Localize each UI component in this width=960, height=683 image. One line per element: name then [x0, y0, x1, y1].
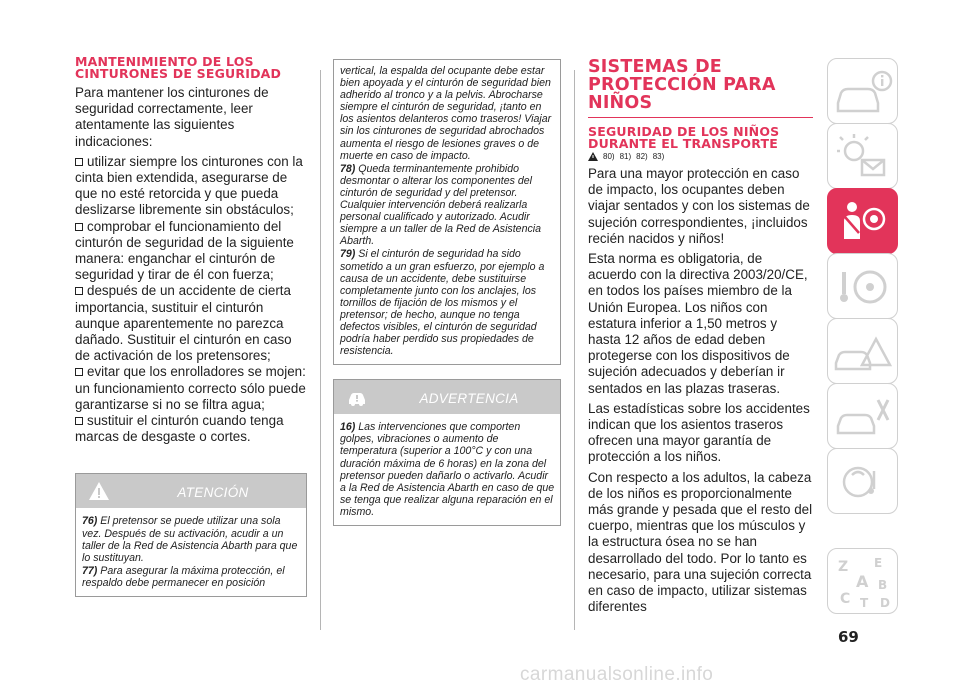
section-heading: SEGURIDAD DE LOS NIÑOS DURANTE EL TRANSPORTE — [588, 124, 780, 151]
ref-label: 81) — [619, 152, 632, 161]
tab-maintenance[interactable] — [827, 383, 898, 449]
tab-vehicle-info[interactable] — [827, 58, 898, 124]
ref-label: 82) — [636, 152, 648, 161]
section-heading: MANTENIMIENTO DE LOS CINTURONES DE SEGURIDAD — [75, 54, 282, 81]
index-letter: E — [874, 556, 883, 570]
caution-title: ATENCIÓN — [177, 485, 249, 501]
column-divider — [320, 70, 321, 630]
maintenance-tools-icon — [828, 384, 899, 450]
paragraph: Esta norma es obligatoria, de acuerdo con la directiva 2003/20/CE, en todos los países miembro de la Unión Europea. Los niños con estatura inferior a 1,50 metros y hasta 12 años de edad deben protegerse con los dispositivos de sujeción adecuados y deberían ir sentados en las plazas traseras. — [588, 251, 808, 396]
index-letter: C — [840, 591, 851, 607]
tab-multimedia[interactable] — [827, 448, 898, 514]
car-info-icon — [828, 59, 899, 125]
warning-header — [334, 380, 560, 414]
note-item: 77) Para asegurar la máxima protección, el respaldo debe permanecer en posición — [82, 564, 285, 589]
caution-continuation-box — [333, 59, 561, 365]
tab-starting-driving[interactable] — [827, 253, 898, 319]
tab-dashboard[interactable] — [827, 123, 898, 189]
index-letter: A — [856, 572, 869, 591]
checkbox-bullet-icon — [75, 287, 83, 295]
warning-body — [334, 414, 560, 525]
index-letter: B — [878, 578, 888, 592]
intro-paragraph: Para mantener los cinturones de seguridad correctamente, leer atentamente las siguientes indicaciones: — [75, 85, 269, 149]
note-item: 76) El pretensor se puede utilizar una sola vez. Después de su activación, acudir a un taller de la Red de Asistencia Abarth para que lo sustituyan. — [82, 515, 298, 564]
seatbelt-airbag-icon — [828, 189, 899, 255]
note-item: 16) Las intervenciones que comporten golpes, vibraciones o aumento de temperatura (superior a 100°C y con una duración máxima de 6 horas) en la zona del pretensor pueden dañarlo o activarlo. Acudir a la Red de Asistencia Abarth en caso de que se tenga que realizar alguna reparación en el mismo. — [340, 421, 555, 518]
list-item: comprobar el funcionamiento del cinturón de seguridad de la siguiente manera: enganchar el cinturón de seguridad y tirar de él con fuerza; — [75, 218, 294, 283]
chapter-heading: SISTEMAS DE PROTECCIÓN PARA NIÑOS — [588, 57, 776, 113]
ref-label: 83) — [652, 152, 665, 161]
column-left — [75, 56, 307, 597]
tab-index[interactable] — [827, 548, 898, 614]
checkbox-bullet-icon — [75, 417, 83, 425]
checkbox-bullet-icon — [75, 368, 83, 376]
note-references — [588, 152, 813, 161]
list-item: utilizar siempre los cinturones con la cinta bien extendida, asegurarse de que no esté retorcida y que pueda deslizarse libremente sin obstáculos; — [75, 153, 303, 218]
checkbox-bullet-icon — [75, 158, 83, 166]
column-middle — [333, 59, 561, 526]
ref-label: 80) — [603, 152, 615, 161]
index-letter: D — [880, 596, 890, 610]
breakdown-warning-icon — [828, 319, 899, 385]
index-letter: Z — [838, 559, 849, 575]
dashboard-lights-icon — [828, 124, 899, 190]
checkbox-bullet-icon — [75, 223, 83, 231]
tab-safety[interactable] — [827, 188, 898, 254]
continuation-text: vertical, la espalda del ocupante debe estar bien apoyada y el cinturón de seguridad bien adherido al tronco y a la pelvis. Abrocharse siempre el cinturón de seguridad, ¡tanto en los asientos delanteros como traseros! Viajar sin los cinturones de seguridad abrochados aumenta el riesgo de lesiones graves o de muerte en caso de impacto. — [340, 65, 552, 162]
note-item: 78) Queda terminantemente prohibido desmontar o alterar los componentes del cinturón de seguridad y del pretensor. Cualquier intervención deberá realizarla personal cualificado y autorizado. Acudir siempre a un taller de la Red de Asistencia Abarth. — [340, 162, 541, 248]
paragraph: Con respecto a los adultos, la cabeza de los niños es proporcionalmente más grande y pesada que el resto del cuerpo, mientras que los músculos y la estructura ósea no se han desarrollado del todo. Por lo tanto es necesario, para una sujeción correcta en caso de impacto, utilizar sistemas diferentes — [588, 469, 813, 615]
paragraph: Para una mayor protección en caso de impacto, los ocupantes deben viajar sentados y con los sistemas de sujeción correspondientes, ¡incluidos recién nacidos y niños! — [588, 166, 810, 246]
list-item: sustituir el cinturón cuando tenga marcas de desgaste o cortes. — [75, 413, 284, 445]
paragraph: Las estadísticas sobre los accidentes indican que los asientos traseros ofrecen una mayor garantía de protección a los niños. — [588, 400, 810, 465]
page-number: 69 — [838, 628, 859, 646]
tab-emergency[interactable] — [827, 318, 898, 384]
list-item: evitar que los enrolladores se mojen: un funcionamiento correcto sólo puede garantizarse si no se filtra agua; — [75, 364, 306, 412]
warning-title: ADVERTENCIA — [419, 391, 519, 407]
column-divider — [574, 70, 575, 630]
bullet-list — [75, 154, 307, 446]
index-letter: T — [860, 596, 869, 610]
caution-box — [75, 473, 307, 597]
warning-triangle-icon — [588, 152, 598, 161]
watermark: carmanualsonline.info — [520, 664, 714, 683]
heading-rule — [588, 117, 813, 118]
caution-body — [76, 508, 306, 596]
index-letters-icon — [828, 549, 899, 615]
column-right — [588, 56, 813, 619]
warning-box — [333, 379, 561, 526]
multimedia-icon — [828, 449, 899, 515]
note-item: 79) Si el cinturón de seguridad ha sido sometido a un gran esfuerzo, por ejemplo a causa de un accidente, debe sustituirse completamente junto con los anclajes, los tornillos de fijación de los mismos y el pretensor; de hecho, aunque no tenga defectos visibles, el cinturón de seguridad podría haber perdido sus propiedades de resistencia. — [340, 248, 545, 358]
list-item: después de un accidente de cierta importancia, sustituir el cinturón aunque aparentemente no parezca dañado. Sustituir el cinturón en caso de activación de los pretensores; — [75, 283, 292, 364]
caution-header — [76, 474, 306, 508]
key-steering-wheel-icon — [828, 254, 899, 320]
